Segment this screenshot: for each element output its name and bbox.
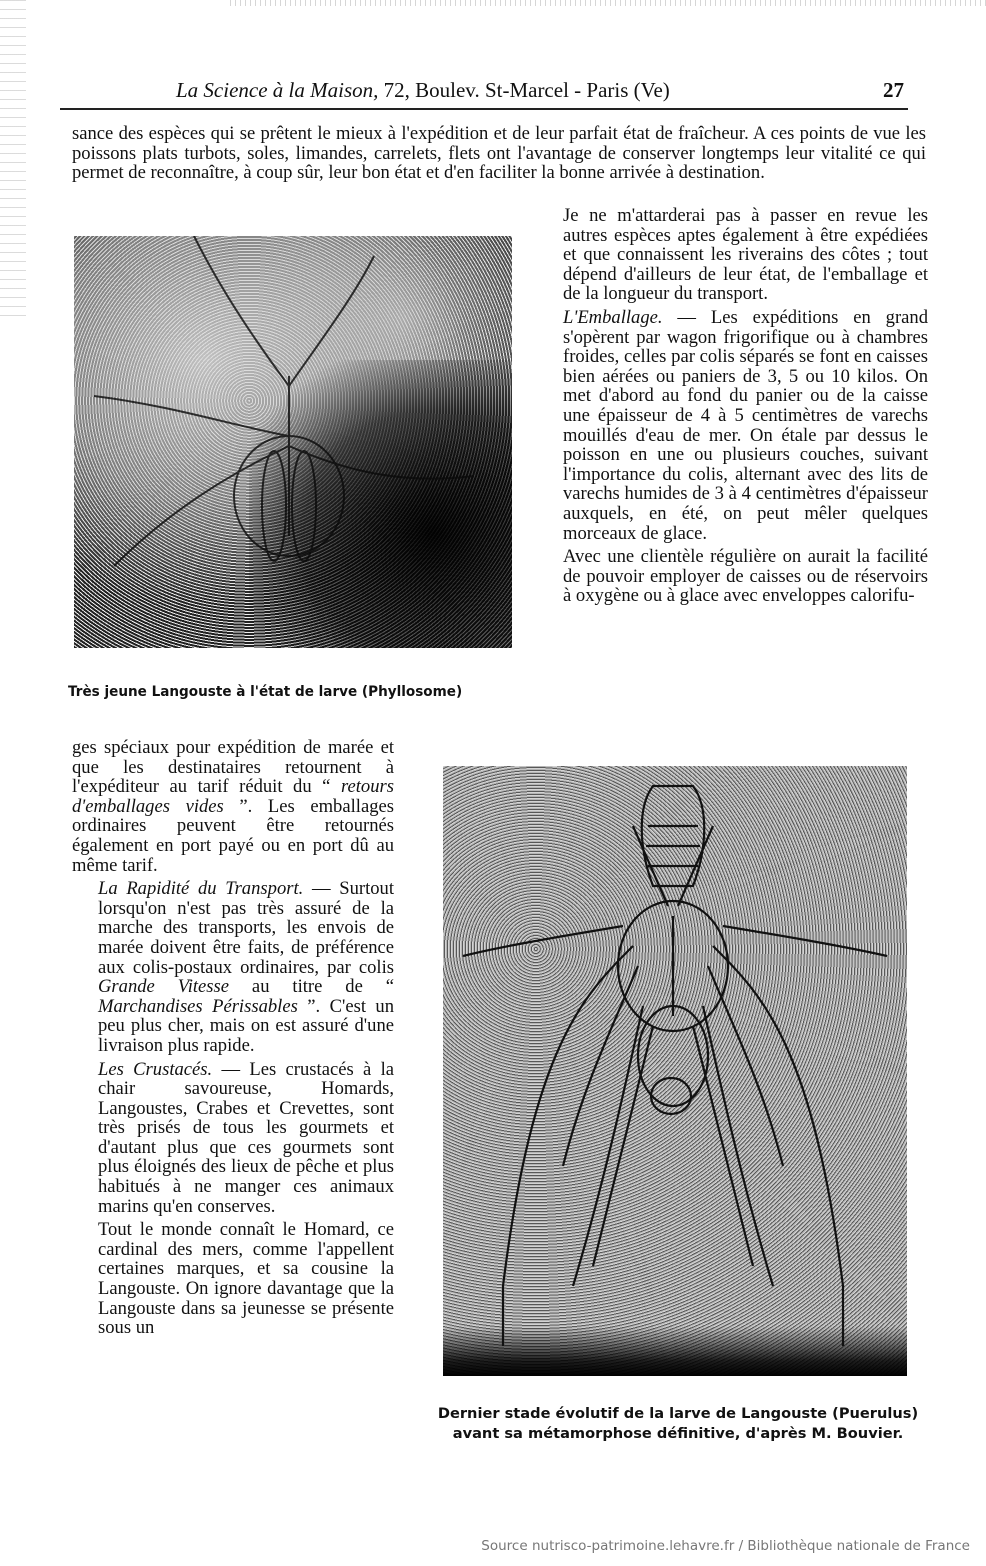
running-head-text — [176, 78, 670, 103]
paragraph: Avec une clientèle régulière on aurait la facilité de pouvoir employer de caisses ou de réservoirs à oxygène ou à glace avec enveloppes calorifu- — [563, 546, 928, 607]
text-run: ”. C'est un peu plus cher, mais on est assuré d'une livraison plus rapide. — [98, 995, 394, 1056]
source-credit: Source nutrisco-patrimoine.lehavre.fr / Bibliothèque nationale de France — [481, 1538, 970, 1554]
lobster-larva-icon — [443, 766, 907, 1376]
emphasis: retours d'emballages vides — [72, 776, 394, 817]
section-heading-rapidite: La Rapidité du Transport. — [98, 878, 304, 900]
text-run: au titre de “ — [229, 976, 394, 998]
paragraph: Je ne m'attarderai pas à passer en revue les autres espèces aptes également à être expédiées et que connaissent les riverains des côtes ; tout dépend d'ailleurs de leur état, de l'emballage et de la longueur du transport. — [563, 205, 928, 305]
figure-caption-phyllosoma: Très jeune Langouste à l'état de larve (Phyllosome) — [68, 683, 463, 700]
text-run: ”. Les emballages ordinaires peuvent être retournés également en port payé ou en port dû au même tarif. — [72, 795, 394, 876]
paragraph-rapidite — [72, 879, 394, 1055]
scan-artifact-top — [230, 0, 986, 6]
running-head — [176, 78, 904, 108]
scan-artifact-left — [0, 0, 26, 320]
emphasis: Marchandises Périssables — [98, 995, 298, 1017]
paragraph: Tout le monde connaît le Homard, ce cardinal des mers, comme l'appellent certaines marques, et sa cousine la Langouste. On ignore davantage que la Langouste dans sa jeunesse se présente sous un — [98, 1219, 394, 1339]
paragraph-crustaces — [72, 1060, 394, 1217]
paragraph-continued — [72, 738, 394, 875]
right-column — [537, 206, 928, 610]
figure-puerulus — [443, 766, 907, 1376]
figure-caption-puerulus — [418, 1404, 938, 1444]
emphasis: Grande Vitesse — [98, 976, 230, 998]
text-run: — Les crustacés à la chair savoureuse, Homards, Langoustes, Crabes et Crevettes, sont très prisés de tous les gourmets et d'autant plus que ces gourmets sont plus éloignés des lieux de pêche et plus habitués à ne manger ces animaux marins qu'en conserves. — [98, 1058, 394, 1217]
paragraph-continued: sance des espèces qui se prêtent le mieux à l'expédition et de leur parfait état de fraîcheur. A ces points de vue les poissons plats turbots, soles, limandes, carrelets, flets ont l'avantage de conserver longtemps leur vitalité ce qui permet de reconnaître, à coup sûr, leur bon état et d'en faciliter la bonne arrivée à destination. — [72, 123, 926, 184]
figure-phyllosoma — [74, 236, 512, 648]
section-heading-crustaces: Les Crustacés. — [98, 1058, 213, 1080]
left-column — [72, 738, 394, 1342]
page-number: 27 — [883, 78, 904, 102]
top-paragraph — [72, 124, 926, 187]
caption-line: avant sa métamorphose définitive, d'après M. Bouvier. — [452, 1425, 904, 1442]
larva-sketch-icon — [74, 236, 512, 648]
journal-title: La Science à la Maison, — [176, 78, 379, 102]
text-run: ges spéciaux pour expédition de marée et que les destinataires retournent à l'expéditeur au tarif réduit du “ — [72, 737, 394, 798]
header-rule — [60, 108, 908, 110]
text-run: — Surtout lorsqu'on n'est pas très assuré de la marche des transports, les envois de marée doivent être faits, de préférence aux colis-postaux ordinaires, par colis — [98, 878, 394, 978]
paragraph-body: — Les expéditions en grand s'opèrent par wagon frigorifique ou à chambres froides, celles par colis séparés se font en caisses bien aérées ou paniers de 3, 5 ou 10 kilos. On met d'abord au fond du panier ou de la caisse une épaisseur de 4 à 5 centimètres de varechs mouillés d'eau de mer. On étale par dessus le poisson en une ou plusieurs couches, suivant l'importance du colis, alternant avec des lits de varechs humides de 3 à 4 centimètres d'épaisseur auxquels, en été, on peut mêler quelques morceaux de glace. — [563, 306, 928, 544]
paragraph-emballage — [537, 308, 928, 543]
journal-address: 72, Boulev. St-Marcel - Paris (Ve) — [383, 78, 670, 102]
caption-line: Dernier stade évolutif de la larve de Langouste (Puerulus) — [437, 1405, 919, 1422]
section-heading-emballage: L'Emballage. — [563, 306, 663, 328]
